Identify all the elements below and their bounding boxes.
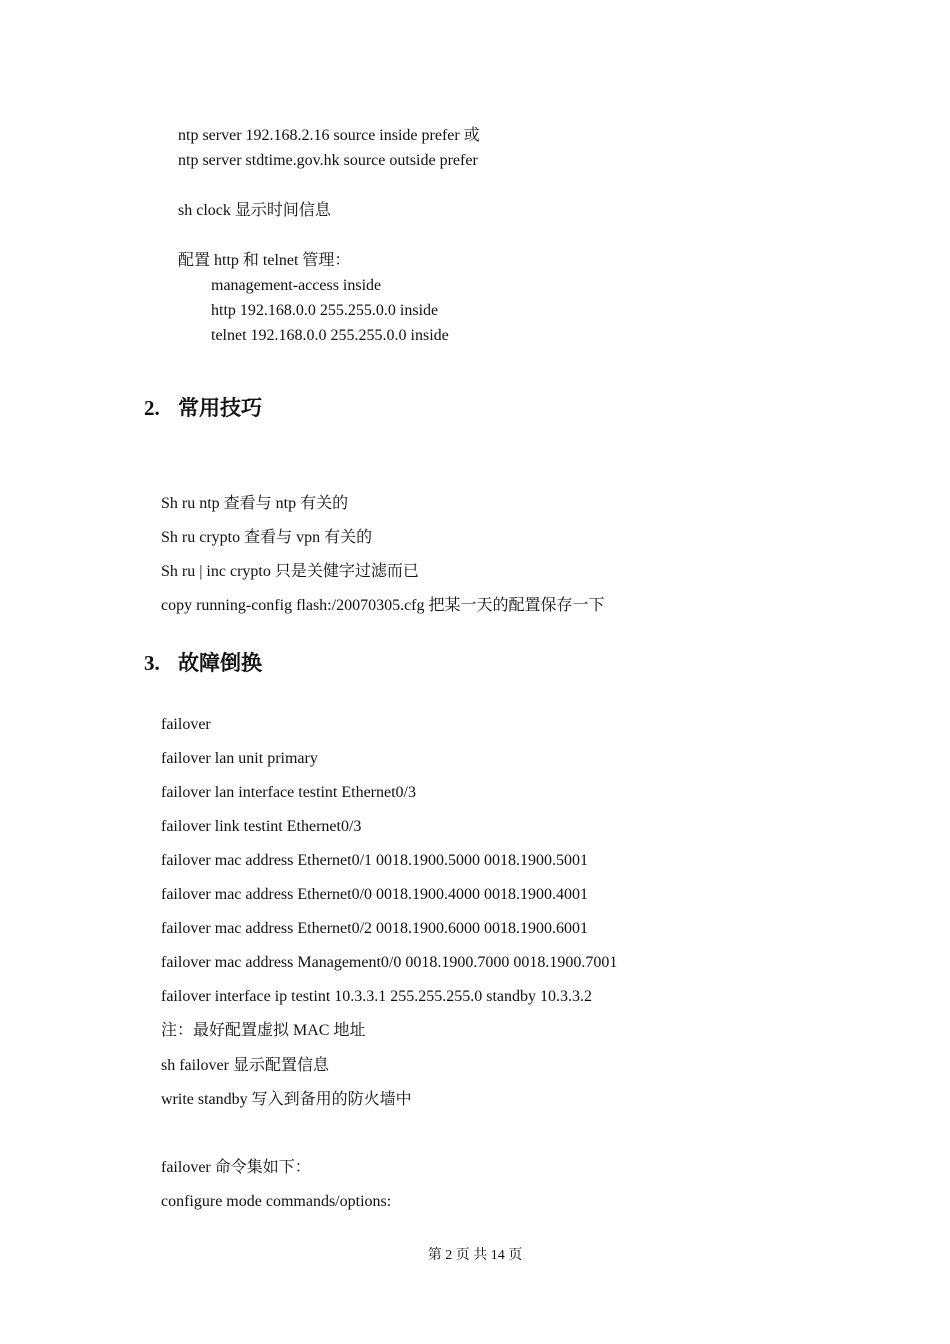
text-line: failover lan unit primary xyxy=(161,750,318,767)
text-line: failover lan interface testint Ethernet0/3 xyxy=(161,784,416,801)
text-line: Sh ru ntp 查看与 ntp 有关的 xyxy=(161,495,349,512)
text-line: telnet 192.168.0.0 255.255.0.0 inside xyxy=(211,327,449,344)
section-number: 2. xyxy=(144,396,160,420)
text-line: failover mac address Ethernet0/0 0018.1900.4000 0018.1900.4001 xyxy=(161,886,589,903)
text-line: ntp server stdtime.gov.hk source outside prefer xyxy=(178,152,478,169)
text-line: Sh ru | inc crypto 只是关健字过滤而已 xyxy=(161,563,419,580)
text-line: 注：最好配置虚拟 MAC 地址 xyxy=(161,1022,366,1039)
section-title: 常用技巧 xyxy=(178,396,262,420)
text-line: failover mac address Management0/0 0018.1900.7000 0018.1900.7001 xyxy=(161,954,618,971)
text-line: failover xyxy=(161,716,211,733)
text-line: 配置 http 和 telnet 管理： xyxy=(178,252,351,269)
text-line: failover mac address Ethernet0/2 0018.1900.6000 0018.1900.6001 xyxy=(161,920,589,937)
text-line: http 192.168.0.0 255.255.0.0 inside xyxy=(211,302,439,319)
text-line: sh failover 显示配置信息 xyxy=(161,1057,329,1074)
page-footer: 第 2 页 共 14 页 xyxy=(427,1248,523,1263)
section-title: 故障倒换 xyxy=(178,651,262,675)
text-line: failover link testint Ethernet0/3 xyxy=(161,818,362,835)
section-number: 3. xyxy=(144,651,160,675)
text-line: copy running-config flash:/20070305.cfg 把某一天的配置保存一下 xyxy=(161,597,605,614)
text-line: Sh ru crypto 查看与 vpn 有关的 xyxy=(161,529,373,546)
section-heading xyxy=(144,650,262,676)
text-line: sh clock 显示时间信息 xyxy=(178,202,331,219)
text-line: failover interface ip testint 10.3.3.1 255.255.255.0 standby 10.3.3.2 xyxy=(161,988,593,1005)
text-line: ntp server 192.168.2.16 source inside prefer 或 xyxy=(178,127,480,144)
section-heading xyxy=(144,395,262,421)
text-line: write standby 写入到备用的防火墙中 xyxy=(161,1091,412,1108)
text-line: management-access inside xyxy=(211,277,382,294)
text-line: configure mode commands/options: xyxy=(161,1193,392,1210)
text-line: failover mac address Ethernet0/1 0018.1900.5000 0018.1900.5001 xyxy=(161,852,589,869)
text-line: failover 命令集如下： xyxy=(161,1159,311,1176)
